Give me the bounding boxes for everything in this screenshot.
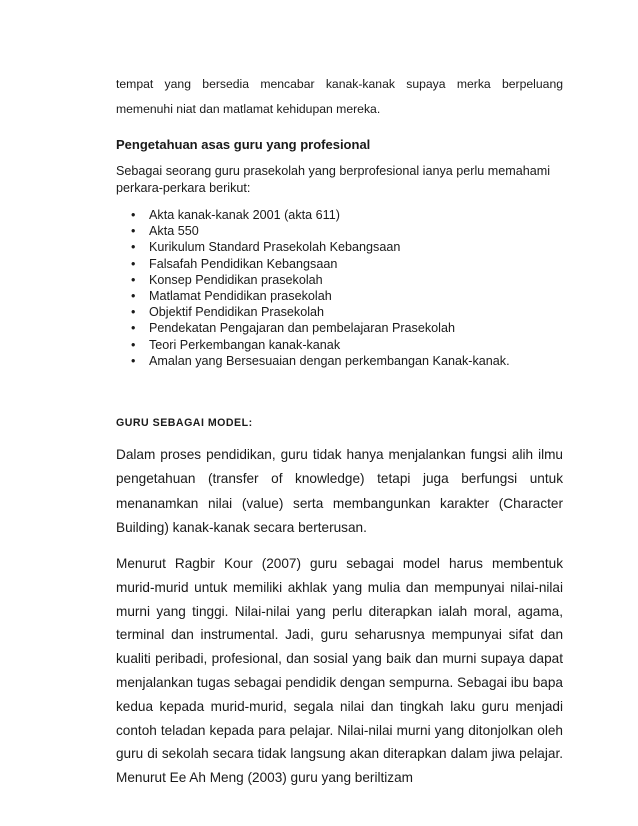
bullet-icon: • bbox=[131, 256, 136, 271]
list-item-text: Akta 550 bbox=[149, 224, 199, 239]
list-item-text: Akta kanak-kanak 2001 (akta 611) bbox=[149, 208, 340, 222]
list-item bbox=[116, 353, 563, 369]
section-heading-basic-knowledge: Pengetahuan asas guru yang profesional bbox=[116, 137, 371, 152]
bullet-icon: • bbox=[131, 289, 136, 304]
list-item bbox=[116, 223, 563, 239]
bullet-icon: • bbox=[131, 240, 136, 255]
bullet-icon: • bbox=[131, 337, 136, 352]
list-item-text: Konsep Pendidikan prasekolah bbox=[149, 272, 323, 287]
bullet-icon: • bbox=[131, 208, 136, 222]
list-item-text: Teori Perkembangan kanak-kanak bbox=[149, 337, 341, 352]
bullet-icon: • bbox=[131, 353, 136, 368]
knowledge-bullet-list bbox=[116, 207, 563, 369]
list-item-text: Objektif Pendidikan Prasekolah bbox=[149, 305, 325, 320]
list-item-text: Falsafah Pendidikan Kebangsaan bbox=[149, 256, 338, 271]
teacher-role-paragraph: Dalam proses pendidikan, guru tidak hanya menjalankan fungsi alih ilmu pengetahuan (transfer of knowledge) tetapi juga berfungsi untuk menanamkan nilai (value) serta membangunkan karakter (Character Building) kanak-kanak secara berterusan. bbox=[116, 447, 563, 536]
list-item-text: Kurikulum Standard Prasekolah Kebangsaan bbox=[149, 240, 401, 255]
knowledge-intro-paragraph: Sebagai seorang guru prasekolah yang berprofesional ianya perlu memahami perkara-perkara berikut: bbox=[116, 164, 551, 195]
list-item bbox=[116, 272, 563, 288]
list-item bbox=[116, 337, 563, 353]
intro-paragraph: tempat yang bersedia mencabar kanak-kanak supaya merka berpeluang memenuhi niat dan matlamat kehidupan mereka. bbox=[116, 77, 563, 116]
list-item bbox=[116, 320, 563, 336]
ragbir-kour-paragraph: Menurut Ragbir Kour (2007) guru sebagai model harus membentuk murid-murid untuk memiliki akhlak yang mulia dan mempunyai nilai-nilai murni yang tinggi. Nilai-nilai yang perlu diterapkan ialah moral, agama, terminal dan instrumental. Jadi, guru seharusnya mempunyai sifat dan kualiti peribadi, profesional, dan sosial yang baik dan murni supaya dapat menjalankan tugas sebagai pendidik dengan sempurna. Sebagai ibu bapa kedua kepada murid-murid, segala nilai dan tingkah laku guru menjadi contoh teladan kepada para pelajar. Nilai-nilai murni yang ditonjolkan oleh guru di sekolah secara tidak langsung akan diterapkan dalam jiwa pelajar. Menurut Ee Ah Meng (2003) guru yang beriltizam bbox=[116, 556, 563, 786]
bullet-icon: • bbox=[131, 321, 136, 336]
bullet-icon: • bbox=[131, 224, 136, 239]
list-item bbox=[116, 239, 563, 255]
bullet-icon: • bbox=[131, 305, 136, 320]
list-item bbox=[116, 304, 563, 320]
list-item-text: Amalan yang Bersesuaian dengan perkembangan Kanak-kanak. bbox=[149, 353, 510, 368]
list-item bbox=[116, 288, 563, 304]
bullet-icon: • bbox=[131, 272, 136, 287]
list-item bbox=[116, 256, 563, 272]
list-item-text: Pendekatan Pengajaran dan pembelajaran Prasekolah bbox=[149, 321, 455, 336]
list-item-text: Matlamat Pendidikan prasekolah bbox=[149, 289, 332, 304]
list-item bbox=[116, 207, 563, 223]
section-heading-teacher-as-model: GURU SEBAGAI MODEL: bbox=[116, 417, 253, 429]
